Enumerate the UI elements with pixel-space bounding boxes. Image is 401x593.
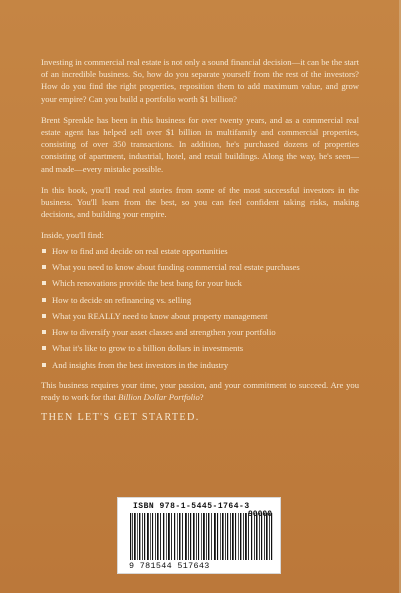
- bullet-icon: [42, 265, 46, 269]
- list-item-text: How to diversify your asset classes and strengthen your portfolio: [52, 327, 276, 338]
- list-item-text: And insights from the best investors in the industry: [52, 359, 229, 370]
- bullet-icon: [42, 298, 46, 302]
- list-item-text: What it's like to grow to a billion dollars in investments: [52, 343, 244, 354]
- list-item: [41, 245, 359, 257]
- list-item-text: How to find and decide on real estate opportunities: [52, 245, 228, 256]
- list-item: [41, 310, 359, 322]
- tagline: THEN LET'S GET STARTED.: [41, 412, 200, 424]
- barcode-digits: 9 781544 517643: [129, 561, 210, 571]
- bullet-icon: [42, 363, 46, 367]
- list-item: [41, 359, 359, 371]
- list-item-text: How to decide on refinancing vs. selling: [52, 294, 192, 305]
- list-item: [41, 261, 359, 273]
- isbn-label: ISBN 978-1-5445-1764-3: [133, 502, 250, 511]
- intro-paragraph-3: In this book, you'll read real stories from some of the most successful investors in the business. You'll learn from the best, so you can feel confident taking risks, making decisions, and building your empire.: [41, 184, 359, 220]
- cover-copy: [41, 56, 359, 425]
- list-item: [41, 294, 359, 306]
- bullet-icon: [42, 281, 46, 285]
- bullet-icon: [42, 314, 46, 318]
- bullet-icon: [42, 346, 46, 350]
- list-item: [41, 277, 359, 289]
- bullet-icon: [42, 249, 46, 253]
- list-item-text: What you need to know about funding commercial real estate purchases: [52, 261, 300, 272]
- closing-paragraph: [41, 379, 359, 403]
- closing-text: This business requires your time, your passion, and your commitment to succeed. Are you ready to work for that: [41, 379, 359, 403]
- barcode-panel: [117, 497, 281, 574]
- bullet-icon: [42, 330, 46, 334]
- list-item: [41, 326, 359, 338]
- book-title: Billion Dollar Portfolio: [118, 392, 200, 403]
- inside-label: Inside, you'll find:: [41, 230, 104, 241]
- list-item-text: What you REALLY need to know about property management: [52, 310, 268, 321]
- inside-list: [41, 245, 359, 371]
- closing-punctuation: ?: [199, 392, 204, 403]
- list-item-text: Which renovations provide the best bang for your buck: [52, 278, 242, 289]
- intro-paragraph-1: Investing in commercial real estate is not only a sound financial decision—it can be the start of an incredible business. So, how do you separate yourself from the rest of the investors? How do you find the right properties, reposition them to add maximum value, and grow your empire? Can you build a portfolio worth $1 billion?: [41, 57, 359, 104]
- list-item: [41, 342, 359, 354]
- price-code: 90000: [247, 510, 272, 519]
- intro-paragraph-2: Brent Sprenkle has been in this business for over twenty years, and as a commercial real estate agent has helped sell over $1 billion in multifamily and commercial properties, consisting of over 350 transactions. In addition, he's purchased dozens of properties consisting of apartment, industrial, hotel, and retail buildings. Along the way, he's seen—and made—every mistake possible.: [41, 114, 359, 174]
